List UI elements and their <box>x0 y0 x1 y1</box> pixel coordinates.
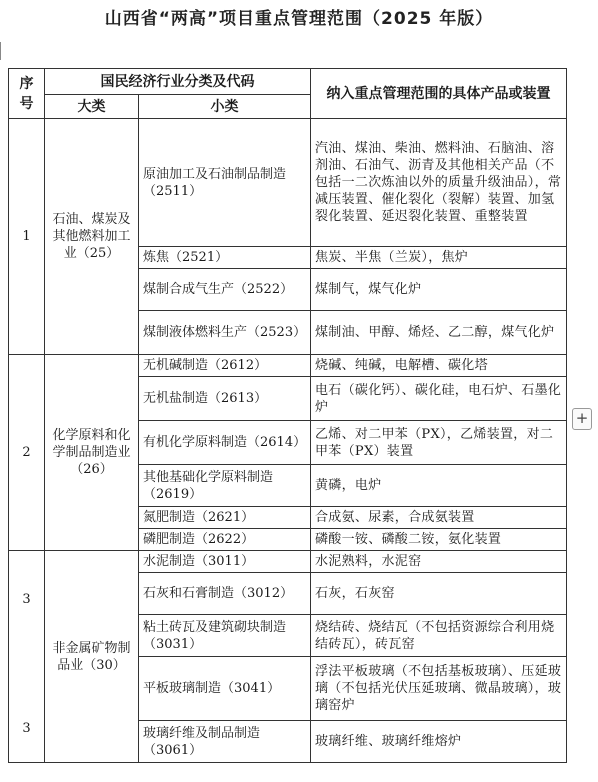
minor-category-cell: 氮肥制造（2621） <box>139 507 311 529</box>
minor-category-cell: 磷肥制造（2622） <box>139 529 311 551</box>
left-margin-mark <box>0 42 1 60</box>
product-cell: 乙烯、对二甲苯（PX），乙烯装置，对二甲苯（PX）装置 <box>311 421 567 465</box>
minor-category-cell: 玻璃纤维及制品制造（3061） <box>139 721 311 763</box>
seq-cell-bottom: 3 <box>22 721 31 736</box>
product-cell: 汽油、煤油、柴油、燃料油、石脑油、溶剂油、石油气、沥青及其他相关产品（不包括一二次炼油以外的质量升级油品），常减压装置、催化裂化（裂解）装置、加氢裂化装置、延迟裂化装置、重整装置 <box>311 119 567 247</box>
major-category-cell: 非金属矿物制品业（30） <box>45 551 139 763</box>
table-row <box>9 551 567 573</box>
major-category-cell: 石油、煤炭及其他燃料加工业（25） <box>45 119 139 355</box>
major-category-cell: 化学原料和化学制品制造业（26） <box>45 355 139 551</box>
product-cell: 水泥熟料，水泥窑 <box>311 551 567 573</box>
product-cell: 电石（碳化钙）、碳化硅，电石炉、石墨化炉 <box>311 377 567 421</box>
product-cell: 玻璃纤维、玻璃纤维熔炉 <box>311 721 567 763</box>
table-row <box>9 119 567 247</box>
minor-category-cell: 无机碱制造（2612） <box>139 355 311 377</box>
minor-category-cell: 有机化学原料制造（2614） <box>139 421 311 465</box>
header-product: 纳入重点管理范围的具体产品或装置 <box>311 69 567 119</box>
seq-cell <box>9 551 45 763</box>
seq-cell: 1 <box>9 119 45 355</box>
add-button[interactable]: + <box>572 408 592 430</box>
product-cell: 浮法平板玻璃（不包括基板玻璃）、压延玻璃（不包括光伏压延玻璃、微晶玻璃），玻璃窑炉 <box>311 657 567 721</box>
document-title: 山西省“两高”项目重点管理范围（2025 年版） <box>104 9 494 29</box>
product-cell: 合成氨、尿素，合成氨装置 <box>311 507 567 529</box>
product-cell: 煤制气，煤气化炉 <box>311 269 567 311</box>
minor-category-cell: 石灰和石膏制造（3012） <box>139 573 311 615</box>
minor-category-cell: 粘土砖瓦及建筑砌块制造（3031） <box>139 615 311 657</box>
minor-category-cell: 炼焦（2521） <box>139 247 311 269</box>
minor-category-cell: 其他基础化学原料制造（2619） <box>139 465 311 507</box>
scope-table <box>8 68 567 763</box>
product-cell: 石灰，石灰窑 <box>311 573 567 615</box>
minor-category-cell: 水泥制造（3011） <box>139 551 311 573</box>
product-cell: 黄磷，电炉 <box>311 465 567 507</box>
minor-category-cell: 无机盐制造（2613） <box>139 377 311 421</box>
product-cell: 焦炭、半焦（兰炭），焦炉 <box>311 247 567 269</box>
header-seq: 序号 <box>9 69 45 119</box>
header-major: 大类 <box>45 95 139 119</box>
seq-cell: 2 <box>9 355 45 551</box>
product-cell: 煤制油、甲醇、烯烃、乙二醇，煤气化炉 <box>311 311 567 355</box>
product-cell: 烧结砖、烧结瓦（不包括资源综合利用烧结砖瓦），砖瓦窑 <box>311 615 567 657</box>
header-industry: 国民经济行业分类及代码 <box>45 69 311 95</box>
minor-category-cell: 原油加工及石油制品制造（2511） <box>139 119 311 247</box>
minor-category-cell: 煤制合成气生产（2522） <box>139 269 311 311</box>
product-cell: 烧碱、纯碱，电解槽、碳化塔 <box>311 355 567 377</box>
seq-cell-top: 3 <box>22 592 31 607</box>
minor-category-cell: 煤制液体燃料生产（2523） <box>139 311 311 355</box>
minor-category-cell: 平板玻璃制造（3041） <box>139 657 311 721</box>
table-row <box>9 355 567 377</box>
product-cell: 磷酸一铵、磷酸二铵，氨化装置 <box>311 529 567 551</box>
header-minor: 小类 <box>139 95 311 119</box>
